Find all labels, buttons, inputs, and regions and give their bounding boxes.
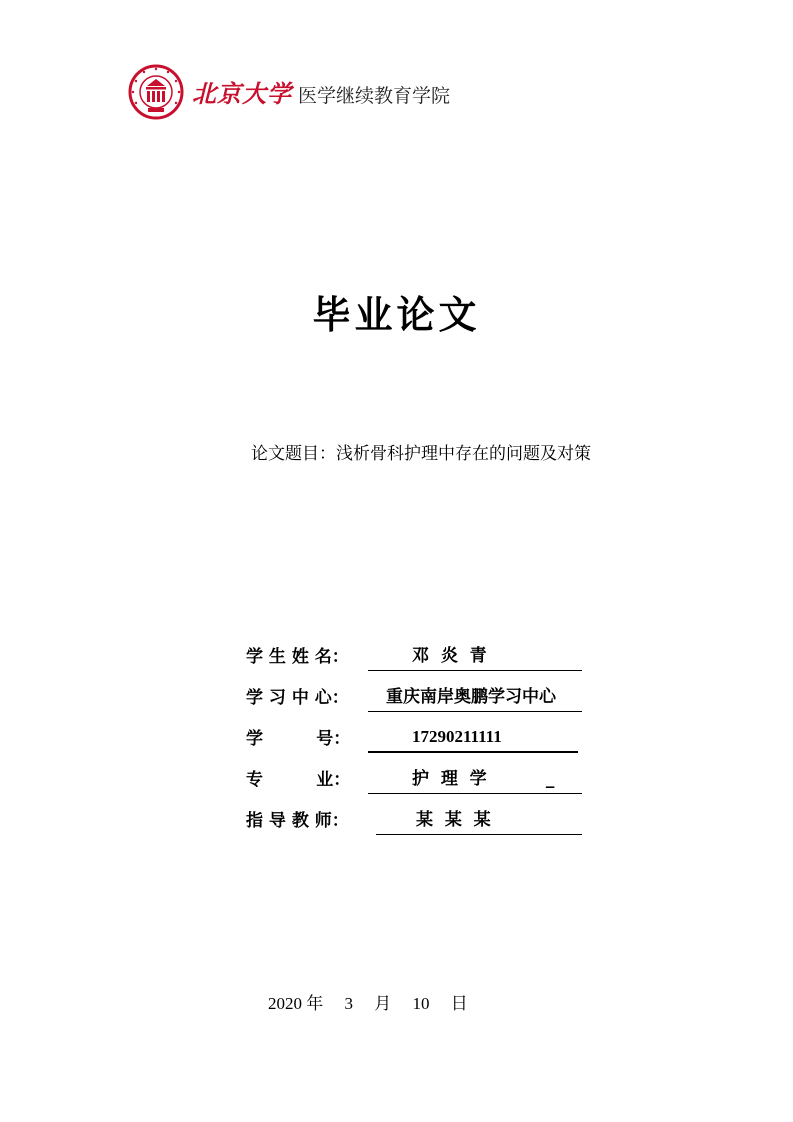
info-row-student-id (246, 725, 586, 753)
student-id-value: 17290211111 (412, 727, 502, 746)
student-name-label: 学 生 姓 名： (246, 647, 349, 667)
info-row-advisor (246, 807, 586, 835)
thesis-title-label: 论文题目： (251, 444, 336, 464)
school-name: 医学继续教育学院 (298, 85, 451, 107)
info-row-learning-center (246, 684, 586, 712)
date-month: 3 (344, 994, 353, 1013)
university-seal-logo (128, 64, 184, 120)
info-row-student-name (246, 643, 586, 671)
advisor-value: 某 某 某 (416, 810, 491, 830)
learning-center-label: 学 习 中 心： (246, 688, 349, 708)
student-id-label: 学 号： (246, 729, 351, 749)
learning-center-value: 重庆南岸奥鹏学习中心 (386, 687, 556, 707)
advisor-field (376, 808, 582, 835)
major-field (368, 767, 582, 794)
date-day: 10 (412, 994, 430, 1013)
thesis-title-line (251, 439, 591, 464)
university-name: 北京大学 (192, 79, 292, 108)
major-label: 专 业： (246, 770, 351, 790)
advisor-label: 指 导 教 师： (246, 811, 349, 831)
date-year: 2020 (268, 994, 302, 1013)
date-year-unit: 年 (306, 994, 324, 1013)
student-id-field (368, 725, 578, 753)
thesis-title-value: 浅析骨科护理中存在的问题及对策 (336, 444, 591, 464)
learning-center-field (368, 685, 582, 712)
date-month-unit: 月 (374, 994, 392, 1013)
date-line (268, 989, 468, 1014)
page-title: 毕业论文 (312, 292, 481, 337)
info-row-major (246, 766, 586, 794)
date-day-unit: 日 (450, 994, 468, 1013)
student-name-field (368, 644, 582, 671)
major-value: 护 理 学 _ (412, 769, 555, 789)
student-name-value: 邓 炎 青 (412, 646, 487, 666)
